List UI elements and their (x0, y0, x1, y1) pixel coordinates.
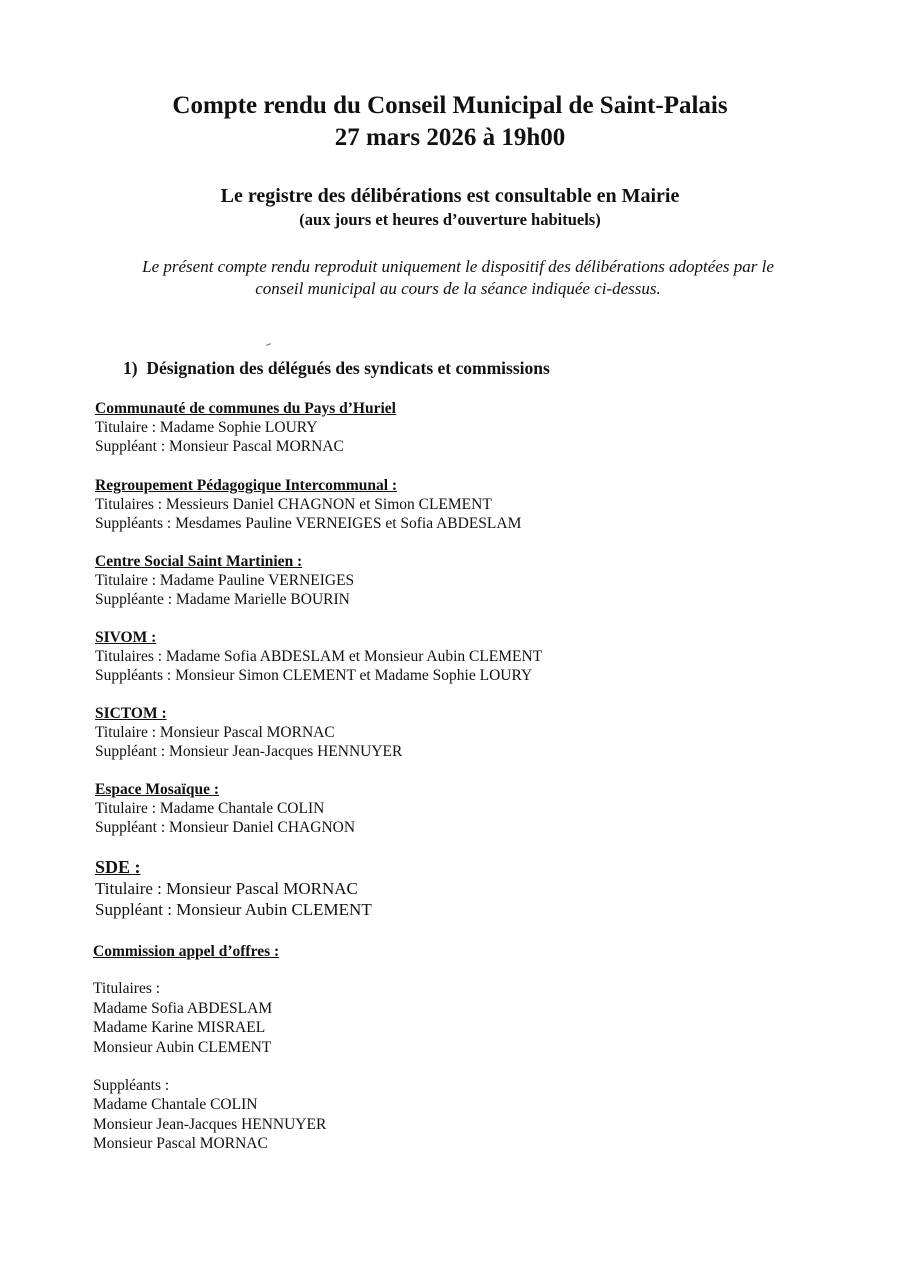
org-titulaire: Titulaires : Messieurs Daniel CHAGNON et Simon CLEMENT (95, 496, 492, 514)
org-block-rpi (95, 476, 521, 534)
suppleant-member: Monsieur Jean-Jacques HENNUYER (93, 1115, 327, 1133)
org-suppleant: Suppléant : Monsieur Jean-Jacques HENNUYER (95, 743, 403, 761)
org-suppleant: Suppléant : Monsieur Daniel CHAGNON (95, 819, 356, 837)
org-titulaire: Titulaire : Monsieur Pascal MORNAC (95, 724, 335, 742)
suppleants-label: Suppléants : (93, 1077, 170, 1095)
titulaires-label: Titulaires : (93, 980, 161, 998)
org-name: Regroupement Pédagogique Intercommunal : (95, 477, 398, 494)
title-line-2: 27 mars 2026 à 19h00 (334, 124, 566, 151)
org-suppleant: Suppléants : Mesdames Pauline VERNEIGES et Sofia ABDESLAM (95, 515, 522, 533)
titulaires-group (93, 979, 326, 1057)
section-title: Désignation des délégués des syndicats et commissions (146, 358, 550, 378)
intro-line-2: conseil municipal au cours de la séance indiquée ci-dessus. (255, 279, 661, 298)
register-hours-note: (aux jours et heures d’ouverture habituels) (299, 210, 601, 229)
titulaire-member: Madame Sofia ABDESLAM (93, 999, 273, 1017)
intro-paragraph (100, 256, 816, 300)
org-block-sde (95, 857, 372, 920)
org-block-espace-mosaique (95, 780, 355, 838)
section-1-heading (123, 358, 550, 379)
title-line-1: Compte rendu du Conseil Municipal de Saint-Palais (172, 92, 728, 119)
org-name: SICTOM : (95, 705, 167, 722)
org-titulaire: Titulaire : Monsieur Pascal MORNAC (95, 879, 358, 898)
section-number: 1) (123, 358, 138, 378)
org-block-cc-pays-huriel (95, 399, 396, 457)
scan-mark (266, 343, 271, 346)
titulaire-member: Monsieur Aubin CLEMENT (93, 1038, 272, 1056)
titulaire-member: Madame Karine MISRAEL (93, 1019, 266, 1037)
commission-name: Commission appel d’offres : (93, 943, 280, 960)
org-name: SDE : (95, 857, 141, 877)
org-titulaire: Titulaires : Madame Sofia ABDESLAM et Monsieur Aubin CLEMENT (95, 648, 543, 666)
register-notice: Le registre des délibérations est consultable en Mairie (220, 185, 680, 207)
org-suppleant: Suppléant : Monsieur Aubin CLEMENT (95, 900, 372, 919)
org-titulaire: Titulaire : Madame Chantale COLIN (95, 800, 325, 818)
org-block-centre-social (95, 552, 354, 610)
intro-line-1: Le présent compte rendu reproduit uniquement le dispositif des délibérations adoptées par le (142, 257, 774, 276)
org-name: Centre Social Saint Martinien : (95, 553, 303, 570)
document-title (0, 90, 900, 154)
org-name: Espace Mosaïque : (95, 781, 219, 798)
org-suppleant: Suppléants : Monsieur Simon CLEMENT et Madame Sophie LOURY (95, 667, 533, 685)
commission-appel-offres (93, 942, 326, 1173)
org-suppleant: Suppléant : Monsieur Pascal MORNAC (95, 438, 344, 456)
org-titulaire: Titulaire : Madame Pauline VERNEIGES (95, 572, 355, 590)
org-titulaire: Titulaire : Madame Sophie LOURY (95, 419, 318, 437)
suppleant-member: Madame Chantale COLIN (93, 1096, 258, 1114)
suppleant-member: Monsieur Pascal MORNAC (93, 1135, 268, 1153)
org-suppleant: Suppléante : Madame Marielle BOURIN (95, 591, 350, 609)
org-name: Communauté de communes du Pays d’Huriel (95, 400, 396, 417)
org-block-sictom (95, 704, 402, 762)
org-block-sivom (95, 628, 542, 686)
org-name: SIVOM : (95, 629, 157, 646)
suppleants-group (93, 1076, 326, 1154)
